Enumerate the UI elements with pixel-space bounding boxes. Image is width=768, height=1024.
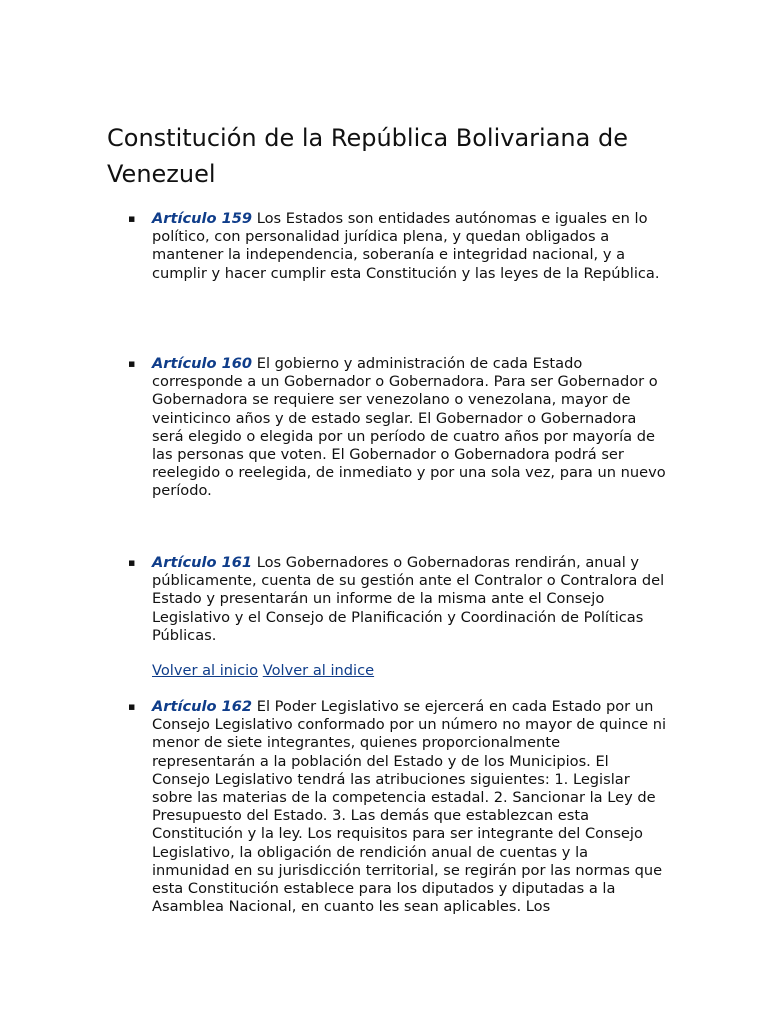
square-bullet-icon: ▪: [128, 212, 136, 225]
list-item-article-162: [128, 698, 667, 916]
square-bullet-icon: ▪: [128, 357, 136, 370]
article-text: Los Estados son entidades autónomas e iguales en lo político, con personalidad jurídica plena, y quedan obligados a mantener la independencia, soberanía e integridad nacional, y a cumplir y hacer cumplir esta Constitución y las leyes de la República.: [152, 210, 660, 282]
article-label: Artículo 162: [152, 698, 253, 715]
back-to-home-link[interactable]: Volver al inicio: [152, 662, 259, 679]
article-label: Artículo 160: [152, 355, 253, 372]
list-item-article-159: [128, 210, 667, 283]
article-text: Los Gobernadores o Gobernadoras rendirán, anual y públicamente, cuenta de su gestión ante el Contralor o Contralora del Estado y presentarán un informe de la misma ante el Consejo Legislativo y el Consejo de Planificación y Coordinación de Políticas Públicas.: [152, 554, 665, 644]
page-title: Constitución de la República Bolivariana de Venezuel: [107, 124, 628, 188]
list-item-article-161: [128, 554, 667, 645]
list-item-article-160: [128, 355, 667, 501]
square-bullet-icon: ▪: [128, 700, 136, 713]
navigation-links: [152, 662, 374, 680]
article-label: Artículo 159: [152, 210, 253, 227]
article-text: El gobierno y administración de cada Estado corresponde a un Gobernador o Gobernadora. Para ser Gobernador o Gobernadora se requiere ser venezolano o venezolana, mayor de veinticinco años y de estado seglar. El Gobernador o Gobernadora será elegido o elegida por un período de cuatro años por mayoría de las personas que voten. El Gobernador o Gobernadora podrá ser reelegido o reelegida, de inmediato y por una sola vez, para un nuevo período.: [152, 355, 666, 500]
square-bullet-icon: ▪: [128, 556, 136, 569]
article-text: El Poder Legislativo se ejercerá en cada Estado por un Consejo Legislativo conformado por un número no mayor de quince ni menor de siete integrantes, quienes proporcionalmente representarán a la población del Estado y de los Municipios. El Consejo Legislativo tendrá las atribuciones siguientes: 1. Legislar sobre las materias de la competencia estadal. 2. Sancionar la Ley de Presupuesto del Estado. 3. Las demás que establezcan esta Constitución y la ley. Los requisitos para ser integrante del Consejo Legislativo, la obligación de rendición anual de cuentas y la inmunidad en su jurisdicción territorial, se regirán por las normas que esta Constitución establece para los diputados y diputadas a la Asamblea Nacional, en cuanto les sean aplicables. Los: [152, 698, 667, 916]
back-to-index-link[interactable]: Volver al indice: [262, 662, 375, 679]
article-label: Artículo 161: [152, 554, 253, 571]
